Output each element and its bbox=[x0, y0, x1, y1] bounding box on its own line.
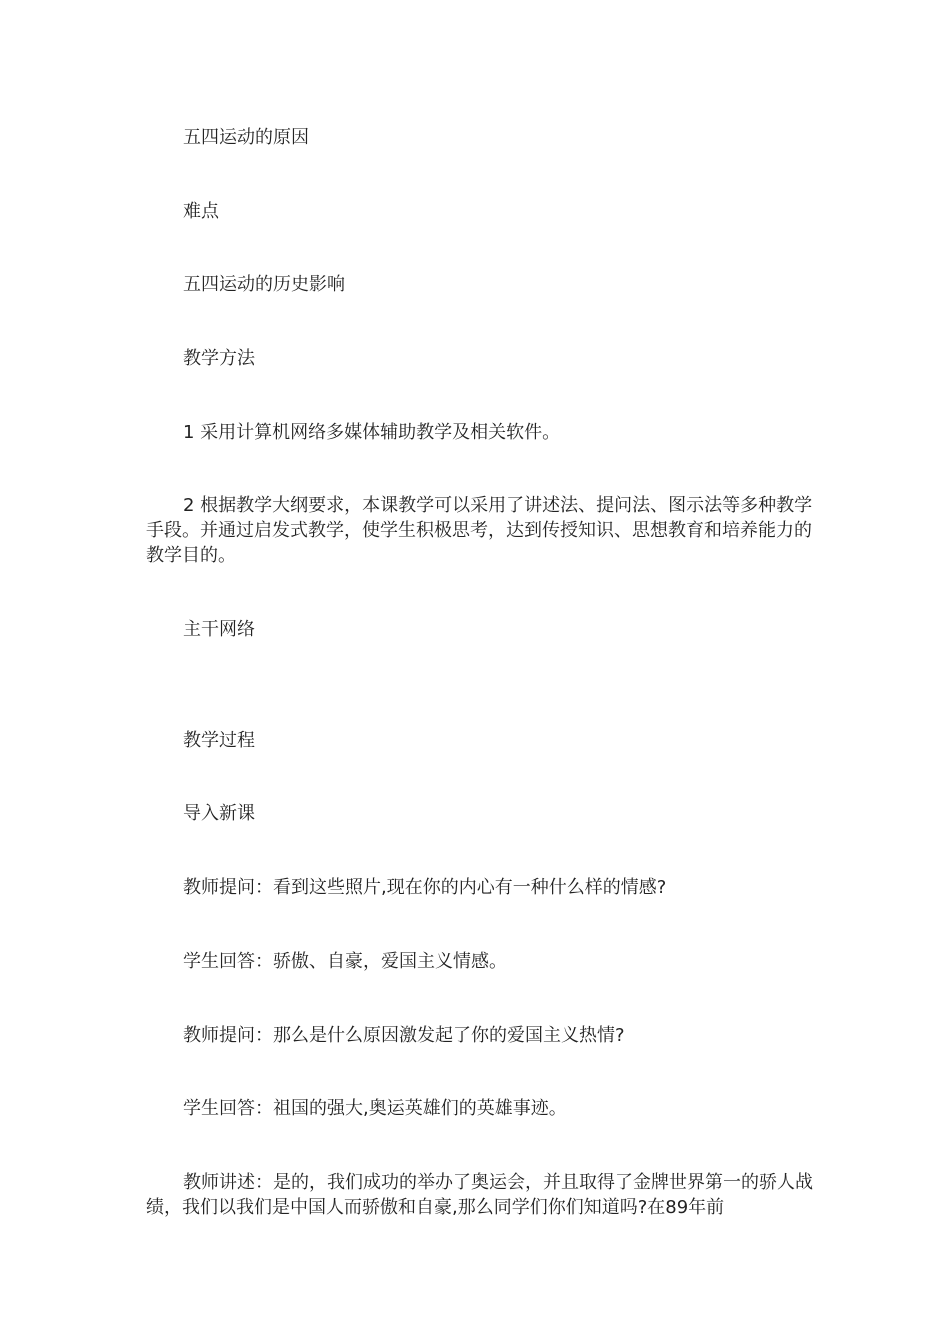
paragraph-main-network-heading: 主干网络 bbox=[183, 619, 255, 640]
paragraph-teacher-narration: 教师讲述：是的，我们成功的举办了奥运会，并且取得了金牌世界第一的骄人战绩，我们以我们是中国人而骄傲和自豪,那么同学们你们知道吗?在89年前 bbox=[146, 1172, 813, 1218]
paragraph-method-2: 2 根据教学大纲要求，本课教学可以采用了讲述法、提问法、图示法等多种教学手段。并通过启发式教学，使学生积极思考，达到传授知识、思想教育和培养能力的教学目的。 bbox=[146, 495, 813, 566]
paragraph-teaching-process-heading: 教学过程 bbox=[183, 730, 255, 751]
paragraph-introduction-heading: 导入新课 bbox=[183, 803, 255, 824]
paragraph-student-answer-2: 学生回答：祖国的强大,奥运英雄们的英雄事迹。 bbox=[183, 1098, 567, 1119]
paragraph-teaching-method-heading: 教学方法 bbox=[183, 348, 255, 369]
paragraph-student-answer-1: 学生回答：骄傲、自豪，爱国主义情感。 bbox=[183, 951, 507, 972]
paragraph-cause: 五四运动的原因 bbox=[183, 127, 309, 148]
paragraph-method-1: 1 采用计算机网络多媒体辅助教学及相关软件。 bbox=[183, 422, 561, 443]
paragraph-historical-impact: 五四运动的历史影响 bbox=[183, 274, 345, 295]
paragraph-teacher-question-1: 教师提问：看到这些照片,现在你的内心有一种什么样的情感? bbox=[183, 877, 667, 898]
paragraph-teacher-question-2: 教师提问：那么是什么原因激发起了你的爱国主义热情? bbox=[183, 1025, 625, 1046]
paragraph-difficulty-heading: 难点 bbox=[183, 201, 219, 222]
